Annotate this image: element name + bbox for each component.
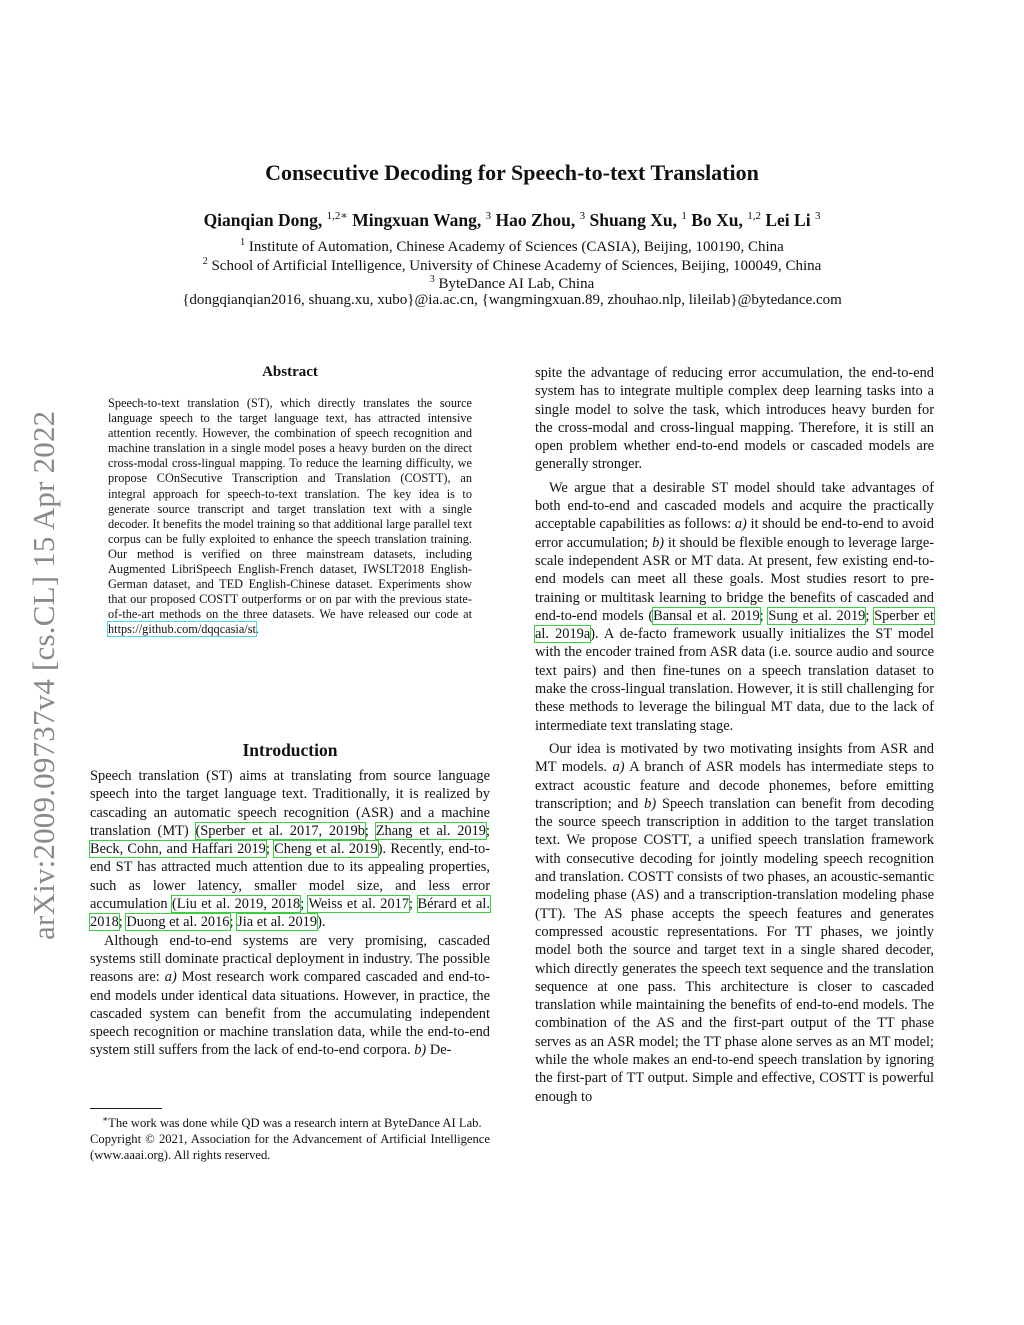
intro-paragraph-2 [90,932,490,1060]
introduction-heading: Introduction [242,740,338,760]
footnote-mark: ∗ [102,1114,109,1124]
paper-title: Consecutive Decoding for Speech-to-text Translation [265,160,759,185]
copyright-notice: Copyright © 2021, Association for the Advancement of Artificial Intelligence (www.aaai.org). All rights reserved. [90,1131,490,1162]
citation-separator: ; [865,607,875,624]
author-affil-mark: 3 [579,210,586,222]
body-text: Speech translation (ST) aims at translating from source language speech into the target language text. Traditionally, it is realized by cascading an automatic speech recognition (ASR) and a machine translation (MT) [90,768,490,839]
footnote-divider [90,1108,162,1109]
citation-link[interactable]: Cheng et al. 2019 [274,841,378,858]
citation-separator: ; [409,896,418,913]
footnote-text: The work was done while QD was a research intern at ByteDance AI Lab. [108,1116,482,1131]
author-affil-mark: 1,2 [747,210,761,222]
affiliation-text: Institute of Automation, Chinese Academy of Sciences (CASIA), Beijing, 100190, China [248,239,784,255]
abstract-body [108,396,472,638]
citation-separator: ; [364,822,376,839]
author-affil-mark: 1 [681,210,687,222]
footnote-1 [90,1112,490,1132]
right-paragraph-2 [535,479,934,735]
list-marker: a) [612,759,625,776]
right-column-body [535,364,934,1106]
body-text: Our idea is motivated by two motivating insights from ASR and MT models. [535,740,934,776]
author-affil-mark: 3 [485,210,492,222]
list-marker: a) [734,516,747,533]
citation-link[interactable]: Jia et al. 2019 [237,914,318,931]
affiliation-1 [0,237,1024,256]
citation-link[interactable]: Weiss et al. 2017 [308,896,410,913]
citation-link[interactable]: Bérard et al. 2018 [90,896,490,931]
body-text: it should be flexible enough to leverage large-scale independent ASR or MT data. At present, few existing end-to-end models can meet all these goals. Most studies resort to pre-training or multitask learning to bridge the benefits of cascaded and end-to-end models ( [535,534,935,624]
citation-separator: ; [118,914,127,931]
affiliation-mark: 1 [240,237,246,248]
intro-paragraph-1 [90,767,490,932]
citation-separator: ; [759,607,769,624]
body-text: Although end-to-end systems are very promising, cascaded systems still dominate practical deployment in industry. The possible reasons are: [90,932,490,986]
affiliation-2 [0,256,1024,275]
citation-link[interactable]: Bansal et al. 2019 [653,607,760,624]
citation-link[interactable]: Zhang et al. 2019 [375,822,486,839]
body-text: ). Recently, end-to-end ST has attracted much attention due to its appealing properties, such as lower latency, smaller model size, and less error accumulation [90,841,491,913]
author-name: Mingxuan Wang, [352,209,482,230]
author-affil-mark: 3 [814,210,821,222]
citation-separator: ; [486,822,490,839]
abstract-heading: Abstract [262,364,318,380]
citation-link[interactable]: Sung et al. 2019 [768,607,866,624]
body-text: it should be end-to-end to avoid error accumulation; [535,516,934,551]
list-marker: b) [414,1042,427,1059]
body-text: Speech translation can benefit from decoding the source speech transcription in addition to the target translation text. We propose COSTT, a unified speech translation framework with consecutive decoding for jointly modeling speech recognition and translation. COSTT consists of two phases, an acoustic-semantic modeling phase (AS) and a transcription-translation modeling phase (TT). The AS phase accepts the speech features and generates compressed acoustic representations. For TT phases, we jointly model both the source and target text in a single shared decoder, which directly generates the speech text sequence and the translation sequence at one pass. This architecture is closer to cascaded translation while maintaining the benefits of end-to-end models. The combination of the AS and the first-part output of the TT phase serves as an ASR model; the TT phase alone serves as an MT model; while the whole makes an end-to-end speech translation by ignoring the first-part of TT output. Simple and effective, COSTT is powerful enough to [535,795,934,1105]
citation-link[interactable]: Sperber et al. 2019a [535,607,934,643]
citation-link[interactable]: (Liu et al. 2019, 2018 [172,896,301,913]
body-text: Most research work compared cascaded and end-to-end models under identical data situations. However, in practice, the cascaded system can benefit from the accumulating independent speech recognition or machine translation data, while the end-to-end system still suffers from the lack of end-to-end corpora. [90,969,490,1059]
affiliation-text: School of Artificial Intelligence, University of Chinese Academy of Sciences, Beijing, 100049, China [211,258,822,274]
author-name: Shuang Xu, [589,209,678,230]
body-text: We argue that a desirable ST model should take advantages of both end-to-end and cascaded models and acquire the practically acceptable capabilities as follows: [535,479,934,533]
right-paragraph-3 [535,740,934,1106]
author-name: Hao Zhou, [495,209,576,230]
right-paragraph-1: spite the advantage of reducing error accumulation, the end-to-end system has to integrate multiple complex deep learning tasks into a single model to solve the task, which introduces heavy burden for the cross-modal and cross-lingual mapping. Therefore, it is still an open problem whether end-to-end models or cascaded models are generally stronger. [535,365,934,473]
author-name: Lei Li [765,209,811,230]
author-list [0,209,1024,231]
citation-separator: ; [265,841,275,858]
citation-separator: ; [300,896,309,913]
affiliation-3 [0,274,1024,293]
arxiv-identifier: arXiv:2009.09737v4 [cs.CL] 15 Apr 2022 [26,410,61,940]
body-text: De- [426,1042,452,1059]
author-name: Qianqian Dong, [203,209,323,230]
abstract-text: Speech-to-text translation (ST), which directly translates the source language speech to the target language text, has attracted intensive attention recently. However, the combination of speech recognition and machine translation in a single model poses a heavy burden on the direct cross-modal cross-lingual mapping. To reduce the learning difficulty, we propose COnSecutive Transcription and Translation (COSTT), an integral approach for speech-to-text translation. The key idea is to generate source transcript and target translation text with a single decoder. It benefits the model training so that additional large parallel text corpus can be fully exploited to enhance the speech translation training. Our method is verified on three mainstream datasets, including Augmented LibriSpeech English-French dataset, IWSLT2018 English-German dataset, and TED English-Chinese dataset. Experiments show that our proposed COSTT outperforms or on par with the previous state-of-the-art methods on the three datasets. We have released our code at [108,396,472,622]
author-affil-mark: 1,2∗ [326,210,348,222]
body-text: ). A de-facto framework usually initializes the ST model with the encoder trained from ASR data (i.e. source audio and source text pairs) and then fine-tunes on a speech translation dataset to make the cross-lingual translation. However, it is still challenging for these methods to leverage the bilingual MT data, due to the lack of intermediate text translating stage. [535,626,935,734]
abstract-end: . [255,622,259,637]
list-marker: b) [652,534,665,551]
body-text: ). [317,914,326,931]
code-link[interactable]: https://github.com/dqqcasia/st [108,622,256,637]
citation-separator: ; [229,914,238,931]
body-text: A branch of ASR models has intermediate steps to extract acoustic feature and decode phonemes, before emitting transcription; and [535,759,934,812]
introduction-body [90,767,490,1060]
citation-link[interactable]: Duong et al. 2016 [126,914,230,931]
affiliation-mark: 3 [429,274,435,285]
author-emails: {dongqianqian2016, shuang.xu, xubo}@ia.ac.cn, {wangmingxuan.89, zhouhao.nlp, lileilab}@bytedance.com [182,292,842,308]
author-name: Bo Xu, [691,209,743,230]
citation-link[interactable]: Beck, Cohn, and Haffari 2019 [90,841,266,858]
list-marker: b) [644,795,657,812]
affiliation-text: ByteDance AI Lab, China [438,276,595,292]
footnotes [90,1112,490,1164]
citation-link[interactable]: (Sperber et al. 2017, 2019b [195,822,365,839]
list-marker: a) [164,969,177,986]
affiliation-mark: 2 [202,256,208,267]
